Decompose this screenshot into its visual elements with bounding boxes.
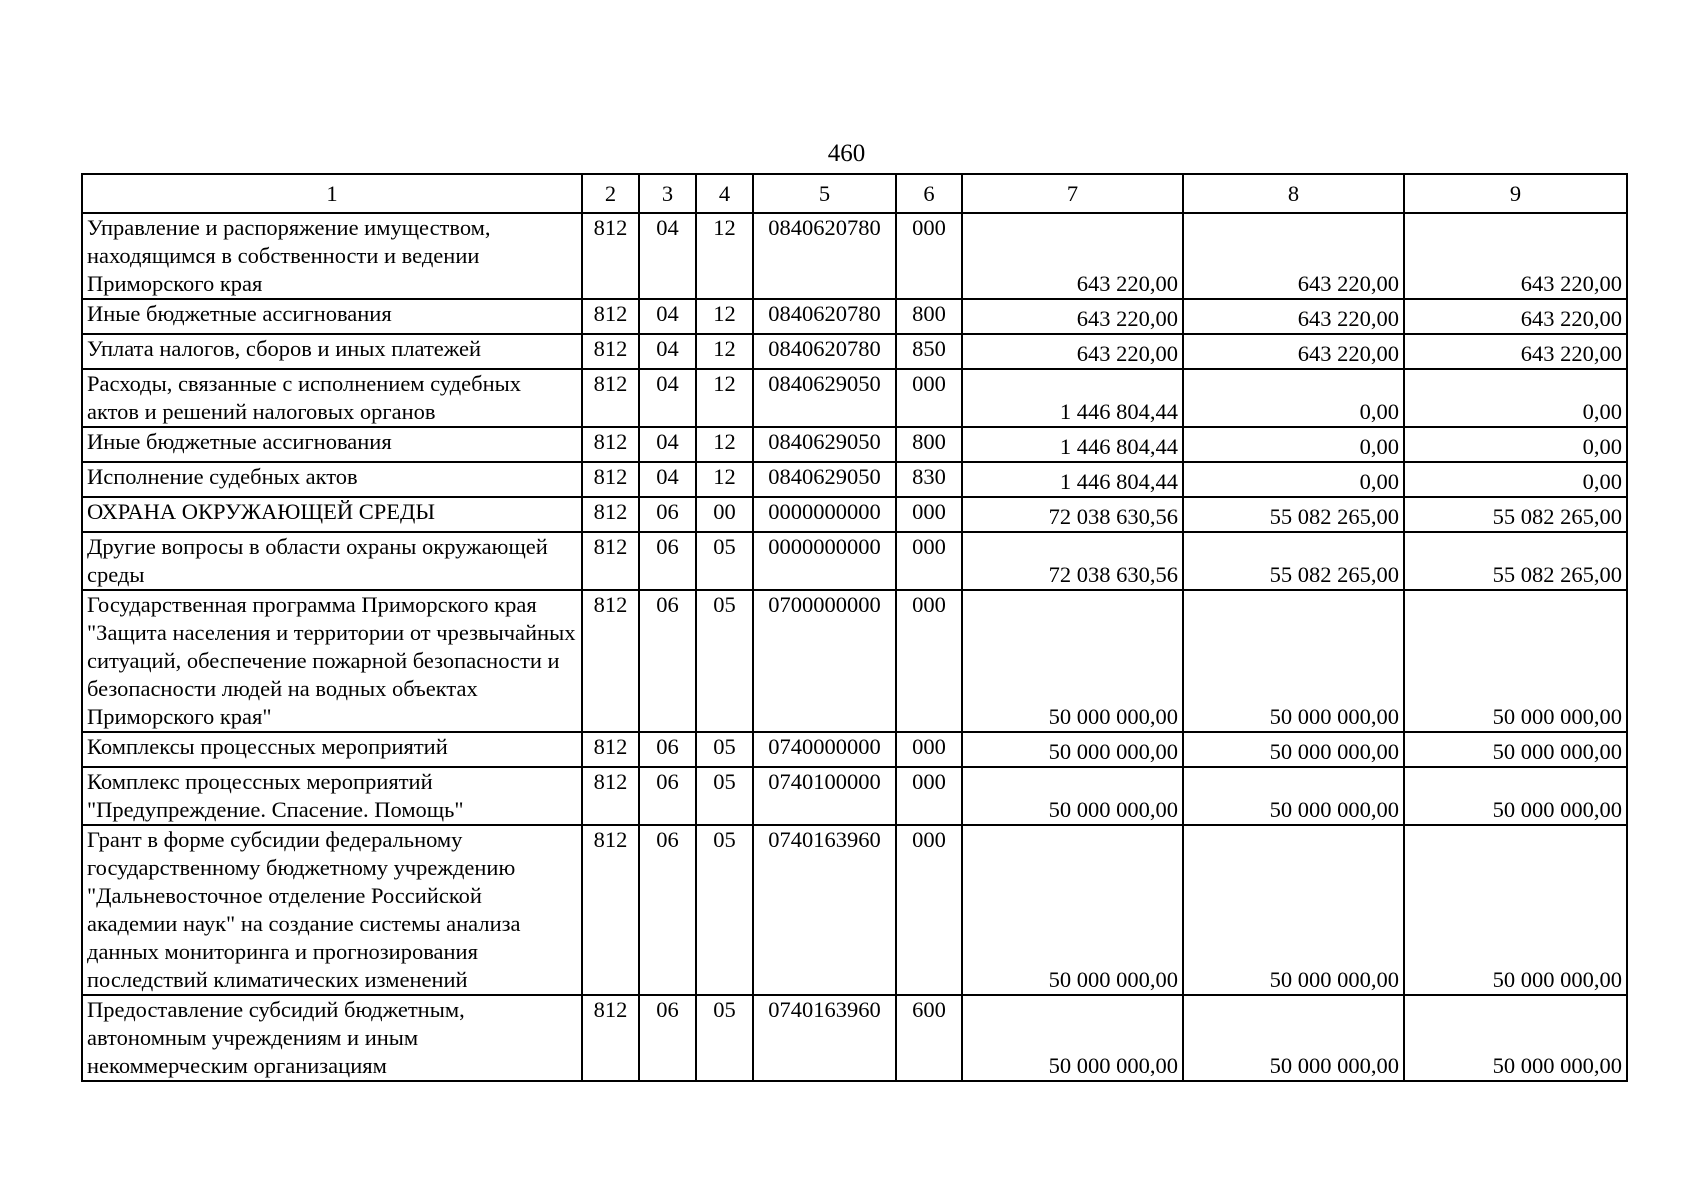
code-cell: 0840629050: [753, 427, 896, 462]
amount-cell: 50 000 000,00: [962, 825, 1183, 995]
code-cell: 0700000000: [753, 590, 896, 732]
table-row: [82, 213, 1627, 299]
code-cell: 0840629050: [753, 369, 896, 427]
column-header: 6: [896, 174, 962, 213]
amount-cell: 50 000 000,00: [962, 995, 1183, 1081]
code-cell: 05: [696, 590, 753, 732]
code-cell: 812: [582, 299, 639, 334]
amount-cell: 0,00: [1404, 462, 1627, 497]
table-row: [82, 532, 1627, 590]
amount-cell: 50 000 000,00: [1404, 590, 1627, 732]
row-name: Комплексы процессных мероприятий: [82, 732, 582, 767]
code-cell: 0840620780: [753, 299, 896, 334]
code-cell: 812: [582, 334, 639, 369]
table-row: [82, 497, 1627, 532]
code-cell: 0740163960: [753, 995, 896, 1081]
code-cell: 000: [896, 532, 962, 590]
code-cell: 812: [582, 995, 639, 1081]
code-cell: 830: [896, 462, 962, 497]
amount-cell: 0,00: [1404, 427, 1627, 462]
row-name: Иные бюджетные ассигнования: [82, 427, 582, 462]
amount-cell: 50 000 000,00: [1404, 767, 1627, 825]
amount-cell: 55 082 265,00: [1404, 497, 1627, 532]
code-cell: 04: [639, 213, 696, 299]
code-cell: 812: [582, 825, 639, 995]
code-cell: 05: [696, 767, 753, 825]
code-cell: 06: [639, 532, 696, 590]
code-cell: 12: [696, 462, 753, 497]
row-name: Управление и распоряжение имуществом, находящимся в собственности и ведении Приморского края: [82, 213, 582, 299]
amount-cell: 643 220,00: [962, 213, 1183, 299]
code-cell: 812: [582, 497, 639, 532]
row-name: Предоставление субсидий бюджетным, автономным учреждениям и иным некоммерческим организациям: [82, 995, 582, 1081]
table-row: [82, 334, 1627, 369]
row-name: Другие вопросы в области охраны окружающей среды: [82, 532, 582, 590]
column-header: 5: [753, 174, 896, 213]
amount-cell: 643 220,00: [1183, 334, 1404, 369]
row-name: Грант в форме субсидии федеральному государственному бюджетному учреждению "Дальневосточное отделение Российской академии наук" на создание системы анализа данных мониторинга и прогнозирования последствий климатических изменений: [82, 825, 582, 995]
code-cell: 05: [696, 995, 753, 1081]
amount-cell: 643 220,00: [962, 334, 1183, 369]
amount-cell: 50 000 000,00: [1183, 995, 1404, 1081]
code-cell: 04: [639, 462, 696, 497]
code-cell: 04: [639, 299, 696, 334]
code-cell: 12: [696, 427, 753, 462]
table-row: [82, 825, 1627, 995]
column-header: 7: [962, 174, 1183, 213]
code-cell: 000: [896, 767, 962, 825]
code-cell: 0740163960: [753, 825, 896, 995]
table-row: [82, 369, 1627, 427]
amount-cell: 50 000 000,00: [1183, 767, 1404, 825]
amount-cell: 50 000 000,00: [1183, 590, 1404, 732]
column-header: 1: [82, 174, 582, 213]
code-cell: 812: [582, 590, 639, 732]
code-cell: 000: [896, 732, 962, 767]
amount-cell: 72 038 630,56: [962, 532, 1183, 590]
amount-cell: 0,00: [1183, 427, 1404, 462]
amount-cell: 55 082 265,00: [1404, 532, 1627, 590]
code-cell: 800: [896, 427, 962, 462]
budget-table: [81, 173, 1628, 1082]
amount-cell: 0,00: [1183, 462, 1404, 497]
row-name: Государственная программа Приморского края "Защита населения и территории от чрезвычайных ситуаций, обеспечение пожарной безопасности и безопасности людей на водных объектах Приморского края": [82, 590, 582, 732]
code-cell: 000: [896, 213, 962, 299]
amount-cell: 72 038 630,56: [962, 497, 1183, 532]
code-cell: 12: [696, 299, 753, 334]
amount-cell: 50 000 000,00: [1404, 732, 1627, 767]
amount-cell: 50 000 000,00: [962, 767, 1183, 825]
row-name: ОХРАНА ОКРУЖАЮЩЕЙ СРЕДЫ: [82, 497, 582, 532]
code-cell: 06: [639, 767, 696, 825]
code-cell: 0840629050: [753, 462, 896, 497]
amount-cell: 50 000 000,00: [1404, 995, 1627, 1081]
code-cell: 812: [582, 427, 639, 462]
table-row: [82, 995, 1627, 1081]
row-name: Иные бюджетные ассигнования: [82, 299, 582, 334]
code-cell: 06: [639, 590, 696, 732]
column-header: 2: [582, 174, 639, 213]
code-cell: 06: [639, 732, 696, 767]
row-name: Комплекс процессных мероприятий "Предупреждение. Спасение. Помощь": [82, 767, 582, 825]
amount-cell: 55 082 265,00: [1183, 532, 1404, 590]
code-cell: 06: [639, 995, 696, 1081]
amount-cell: 55 082 265,00: [1183, 497, 1404, 532]
code-cell: 812: [582, 732, 639, 767]
amount-cell: 1 446 804,44: [962, 369, 1183, 427]
column-header: 9: [1404, 174, 1627, 213]
code-cell: 05: [696, 825, 753, 995]
code-cell: 0000000000: [753, 497, 896, 532]
table-row: [82, 767, 1627, 825]
code-cell: 800: [896, 299, 962, 334]
column-header: 8: [1183, 174, 1404, 213]
amount-cell: 643 220,00: [1183, 213, 1404, 299]
page-number: 460: [827, 140, 866, 167]
code-cell: 850: [896, 334, 962, 369]
column-number-row: [82, 174, 1627, 213]
row-name: Расходы, связанные с исполнением судебных актов и решений налоговых органов: [82, 369, 582, 427]
amount-cell: 643 220,00: [962, 299, 1183, 334]
code-cell: 0000000000: [753, 532, 896, 590]
code-cell: 000: [896, 825, 962, 995]
amount-cell: 50 000 000,00: [1183, 825, 1404, 995]
code-cell: 04: [639, 334, 696, 369]
column-header: 3: [639, 174, 696, 213]
code-cell: 812: [582, 532, 639, 590]
code-cell: 12: [696, 369, 753, 427]
code-cell: 0840620780: [753, 334, 896, 369]
amount-cell: 50 000 000,00: [962, 590, 1183, 732]
row-name: Исполнение судебных актов: [82, 462, 582, 497]
table-row: [82, 299, 1627, 334]
code-cell: 000: [896, 590, 962, 732]
code-cell: 812: [582, 462, 639, 497]
table-row: [82, 732, 1627, 767]
code-cell: 05: [696, 732, 753, 767]
table-row: [82, 462, 1627, 497]
code-cell: 04: [639, 369, 696, 427]
code-cell: 04: [639, 427, 696, 462]
amount-cell: 643 220,00: [1183, 299, 1404, 334]
code-cell: 0740000000: [753, 732, 896, 767]
code-cell: 812: [582, 767, 639, 825]
amount-cell: 0,00: [1404, 369, 1627, 427]
code-cell: 000: [896, 369, 962, 427]
code-cell: 0740100000: [753, 767, 896, 825]
amount-cell: 643 220,00: [1404, 299, 1627, 334]
amount-cell: 50 000 000,00: [962, 732, 1183, 767]
column-header: 4: [696, 174, 753, 213]
row-name: Уплата налогов, сборов и иных платежей: [82, 334, 582, 369]
amount-cell: 1 446 804,44: [962, 462, 1183, 497]
code-cell: 000: [896, 497, 962, 532]
amount-cell: 643 220,00: [1404, 213, 1627, 299]
table-row: [82, 427, 1627, 462]
code-cell: 12: [696, 334, 753, 369]
code-cell: 00: [696, 497, 753, 532]
code-cell: 06: [639, 825, 696, 995]
code-cell: 05: [696, 532, 753, 590]
code-cell: 12: [696, 213, 753, 299]
code-cell: 600: [896, 995, 962, 1081]
code-cell: 812: [582, 213, 639, 299]
amount-cell: 1 446 804,44: [962, 427, 1183, 462]
code-cell: 06: [639, 497, 696, 532]
amount-cell: 50 000 000,00: [1183, 732, 1404, 767]
code-cell: 812: [582, 369, 639, 427]
amount-cell: 0,00: [1183, 369, 1404, 427]
table-row: [82, 590, 1627, 732]
amount-cell: 643 220,00: [1404, 334, 1627, 369]
code-cell: 0840620780: [753, 213, 896, 299]
amount-cell: 50 000 000,00: [1404, 825, 1627, 995]
